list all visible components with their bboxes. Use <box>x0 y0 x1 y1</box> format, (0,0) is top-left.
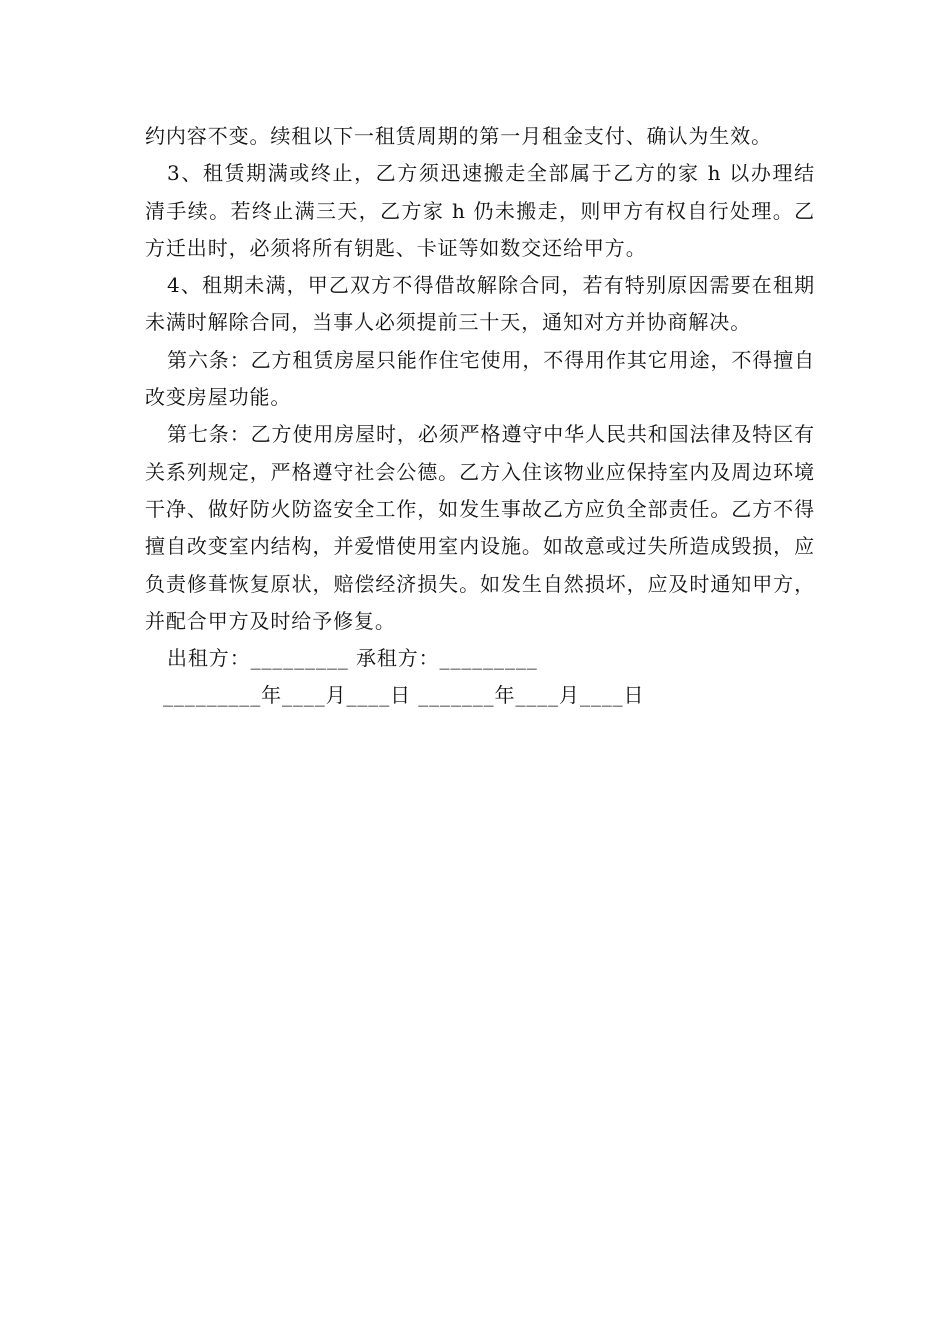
paragraph-article-7: 第七条：乙方使用房屋时，必须严格遵守中华人民共和国法律及特区有关系列规定，严格遵守社会公德。乙方入住该物业应保持室内及周边环境干净、做好防火防盗安全工作，如发生事故乙方应负全部责任。乙方不得擅自改变室内结构，并爱惜使用室内设施。如故意或过失所造成毁损，应负责修葺恢复原状，赔偿经济损失。如发生自然损坏，应及时通知甲方，并配合甲方及时给予修复。 <box>145 422 815 633</box>
document-body <box>145 118 815 715</box>
paragraph-article-6: 第六条：乙方租赁房屋只能作住宅使用，不得用作其它用途，不得擅自改变房屋功能。 <box>145 347 815 410</box>
paragraph-continuation: 约内容不变。续租以下一租赁周期的第一月租金支付、确认为生效。 <box>145 124 772 148</box>
date-line: _________年____月____日 _______年____月____日 <box>163 683 645 708</box>
paragraph-clause-4: 4、租期未满，甲乙双方不得借故解除合同，若有特别原因需要在租期未满时解除合同，当事人必须提前三十天，通知对方并协商解决。 <box>145 273 815 335</box>
paragraph-clause-3: 3、租赁期满或终止，乙方须迅速搬走全部属于乙方的家 h 以办理结清手续。若终止满三天，乙方家 h 仍未搬走，则甲方有权自行处理。乙方迁出时，必须将所有钥匙、卡证等如数交还给甲方。 <box>145 161 815 260</box>
signature-line: 出租方：_________ 承租方：_________ <box>167 646 538 671</box>
